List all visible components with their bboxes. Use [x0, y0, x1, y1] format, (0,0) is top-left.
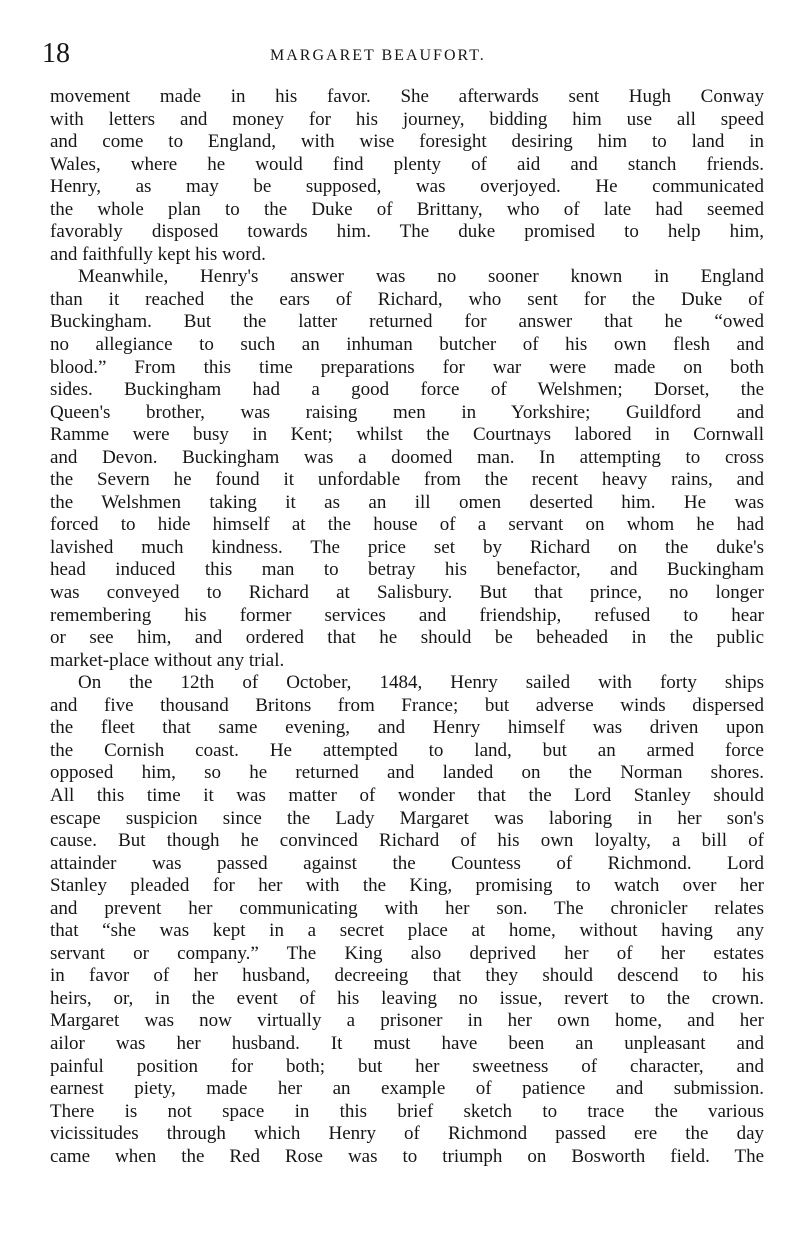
- text-line: with letters and money for his journey, bidding him use all speed: [50, 108, 764, 130]
- text-line: sides. Buckingham had a good force of Welshmen; Dorset, the: [50, 379, 764, 401]
- running-head: [42, 36, 758, 76]
- text-line: and five thousand Britons from France; but adverse winds dispersed: [50, 694, 764, 716]
- text-line: or see him, and ordered that he should be beheaded in the public: [50, 627, 764, 649]
- text-line: the Cornish coast. He attempted to land, but an armed force: [50, 739, 764, 761]
- text-line: Ramme were busy in Kent; whilst the Courtnays labored in Cornwall: [50, 424, 764, 446]
- text-line: lavished much kindness. The price set by Richard on the duke's: [50, 536, 764, 558]
- text-line: heirs, or, in the event of his leaving no issue, revert to the crown.: [50, 987, 764, 1009]
- text-line: Buckingham. But the latter returned for answer that he “owed: [50, 311, 764, 333]
- text-line: and Devon. Buckingham was a doomed man. In attempting to cross: [50, 446, 764, 468]
- text-line: opposed him, so he returned and landed on the Norman shores.: [50, 762, 764, 784]
- text-line: the fleet that same evening, and Henry himself was driven upon: [50, 717, 764, 739]
- text-line: forced to hide himself at the house of a servant on whom he had: [50, 514, 764, 536]
- text-line: Margaret was now virtually a prisoner in her own home, and her: [50, 1010, 764, 1032]
- text-line: and faithfully kept his word.: [50, 243, 266, 265]
- running-title: MARGARET BEAUFORT.: [270, 47, 486, 64]
- text-line: All this time it was matter of wonder that the Lord Stanley should: [50, 784, 764, 806]
- text-line: vicissitudes through which Henry of Richmond passed ere the day: [50, 1123, 764, 1145]
- text-line: painful position for both; but her sweetness of character, and: [50, 1055, 764, 1077]
- text-line: came when the Red Rose was to triumph on Bosworth field. The: [50, 1145, 764, 1167]
- text-line: escape suspicion since the Lady Margaret was laboring in her son's: [50, 807, 764, 829]
- text-line: and come to England, with wise foresight desiring him to land in: [50, 131, 764, 153]
- text-line: head induced this man to betray his benefactor, and Buckingham: [50, 559, 764, 581]
- text-line: Wales, where he would find plenty of aid and stanch friends.: [50, 153, 764, 175]
- text-line: There is not space in this brief sketch to trace the various: [50, 1100, 764, 1122]
- text-line: the Severn he found it unfordable from the recent heavy rains, and: [50, 469, 764, 491]
- text-line: Meanwhile, Henry's answer was no sooner known in England: [78, 266, 764, 288]
- text-line: than it reached the ears of Richard, who sent for the Duke of: [50, 288, 764, 310]
- text-line: the whole plan to the Duke of Brittany, who of late had seemed: [50, 198, 764, 220]
- text-line: blood.” From this time preparations for war were made on both: [50, 356, 764, 378]
- text-line: that “she was kept in a secret place at home, without having any: [50, 920, 764, 942]
- text-line: servant or company.” The King also deprived her of her estates: [50, 942, 764, 964]
- text-line: earnest piety, made her an example of patience and submission.: [50, 1078, 764, 1100]
- body-text: [50, 86, 764, 1168]
- text-line: remembering his former services and friendship, refused to hear: [50, 604, 764, 626]
- text-line: movement made in his favor. She afterwards sent Hugh Conway: [50, 86, 764, 107]
- text-line: in favor of her husband, decreeing that they should descend to his: [50, 965, 764, 987]
- text-line: was conveyed to Richard at Salisbury. But that prince, no longer: [50, 582, 764, 604]
- text-line: the Welshmen taking it as an ill omen deserted him. He was: [50, 491, 764, 513]
- text-line: Henry, as may be supposed, was overjoyed. He communicated: [50, 176, 764, 198]
- page-number: 18: [42, 38, 70, 69]
- text-line: market-place without any trial.: [50, 649, 285, 671]
- text-line: favorably disposed towards him. The duke promised to help him,: [50, 221, 764, 243]
- text-line: and prevent her communicating with her son. The chronicler relates: [50, 897, 764, 919]
- text-line: no allegiance to such an inhuman butcher of his own flesh and: [50, 334, 764, 356]
- text-line: Queen's brother, was raising men in Yorkshire; Guildford and: [50, 401, 764, 423]
- text-line: On the 12th of October, 1484, Henry sailed with forty ships: [78, 672, 764, 694]
- text-line: attainder was passed against the Countess of Richmond. Lord: [50, 852, 764, 874]
- text-line: cause. But though he convinced Richard of his own loyalty, a bill of: [50, 830, 764, 852]
- text-line: ailor was her husband. It must have been an unpleasant and: [50, 1032, 764, 1054]
- text-line: Stanley pleaded for her with the King, promising to watch over her: [50, 875, 764, 897]
